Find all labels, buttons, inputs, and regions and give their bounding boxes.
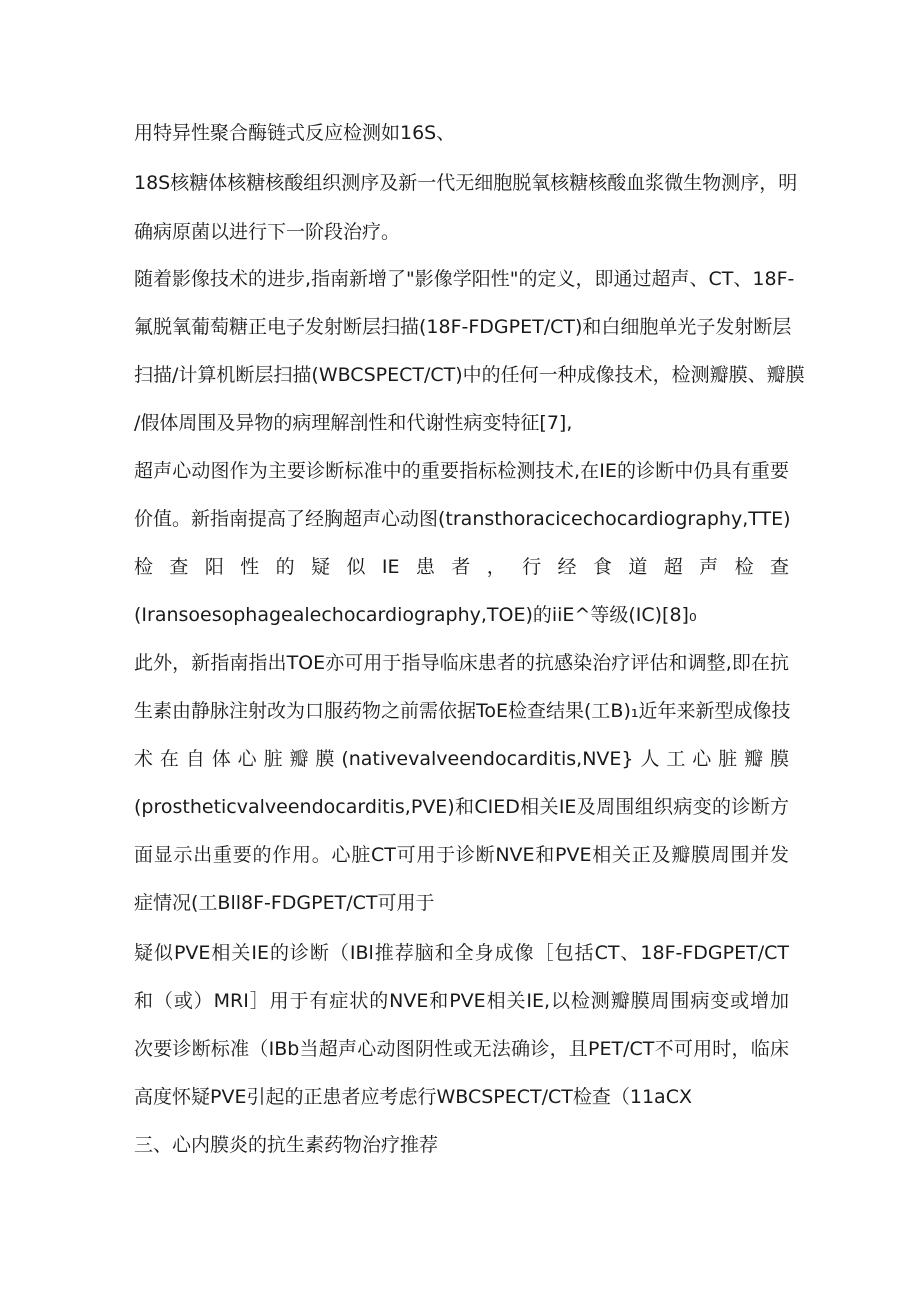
text-line: 确病原菌以进行下一阶段治疗。 (134, 221, 401, 243)
text-line: 用特异性聚合酶链式反应检测如16S、 (134, 122, 456, 144)
text-line: 面显示出重要的作用。心脏CT可用于诊断NVE和PVE相关正及瓣膜周围并发 (134, 844, 789, 866)
text-line: 高度怀疑PVE引起的正患者应考虑行WBCSPECT/CT检查（11aCX (134, 1086, 692, 1108)
text-line: 扫描/计算机断层扫描(WBCSPECT/CT)中的任何一种成像技术，检测瓣膜、瓣膜 (134, 364, 805, 386)
text-line: 次要诊断标准（IBb当超声心动图阴性或无法确诊，且PET/CT不可用时，临床 (134, 1038, 789, 1060)
text-line: 随着影像技术的进步,指南新增了"影像学阳性"的定义，即通过超声、CT、18F- (134, 268, 795, 290)
text-line: 术在自体心脏瓣膜(nativevalveendocarditis,NVE}人工心脏瓣膜 (134, 748, 789, 770)
text-line: 疑似PVE相关IE的诊断（IBl推荐脑和全身成像［包括CT、18F-FDGPET/CT (134, 942, 789, 964)
text-line: /假体周围及异物的病理解剖性和代谢性病变特征[7], (134, 412, 573, 434)
text-line: 超声心动图作为主要诊断标准中的重要指标检测技术,在IE的诊断中仍具有重要 (134, 460, 789, 482)
text-line: (Iransoesophagealechocardiography,TOE)的iiE^等级(IC)[8]₀ (134, 604, 697, 626)
text-line: 生素由静脉注射改为口服药物之前需依据ToE检查结果(工B)₁近年来新型成像技 (134, 700, 791, 722)
text-line: (prostheticvalveendocarditis,PVE)和CIED相关IE及周围组织病变的诊断方 (134, 796, 789, 818)
section-heading: 三、心内膜炎的抗生素药物治疗推荐 (134, 1134, 439, 1156)
text-line: 此外，新指南指出TOE亦可用于指导临床患者的抗感染治疗评估和调整,即在抗 (134, 652, 789, 674)
text-line: 症情况(工Bll8F-FDGPET/CT可用于 (134, 892, 435, 914)
text-line: 价值。新指南提高了经胸超声心动图(transthoracicechocardiography,TTE) (134, 508, 791, 530)
text-line: 检查阳性的疑似IE患者，行经食道超声检查 (134, 556, 789, 578)
text-line: 18S核糖体核糖核酸组织测序及新一代无细胞脱氧核糖核酸血浆微生物测序，明 (134, 172, 798, 194)
text-line: 氟脱氧葡萄糖正电子发射断层扫描(18F-FDGPET/CT)和白细胞单光子发射断层 (134, 316, 792, 338)
text-line: 和（或）MRI］用于有症状的NVE和PVE相关IE,以检测瓣膜周围病变或增加 (134, 990, 789, 1012)
